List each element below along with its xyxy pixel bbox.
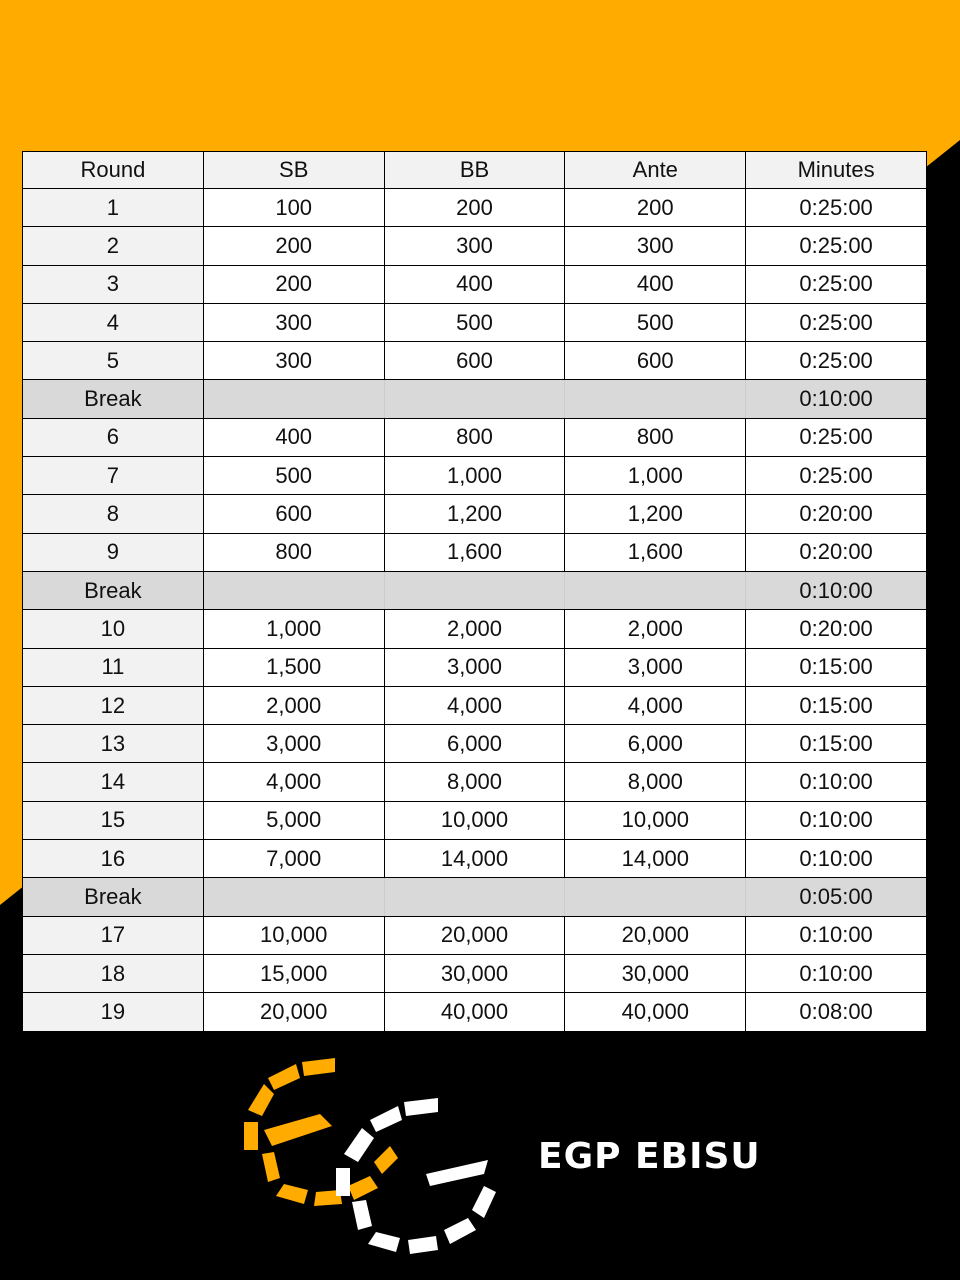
bb-cell: 4,000 xyxy=(384,686,565,724)
minutes-cell: 0:15:00 xyxy=(746,686,927,724)
bb-cell: 20,000 xyxy=(384,916,565,954)
round-cell: 9 xyxy=(23,533,204,571)
empty-cell xyxy=(384,380,565,418)
round-cell: 11 xyxy=(23,648,204,686)
minutes-cell: 0:15:00 xyxy=(746,725,927,763)
bb-cell: 1,600 xyxy=(384,533,565,571)
level-row xyxy=(23,916,927,954)
sb-cell: 800 xyxy=(203,533,384,571)
ante-cell: 1,600 xyxy=(565,533,746,571)
minutes-cell: 0:10:00 xyxy=(746,571,927,609)
minutes-cell: 0:15:00 xyxy=(746,648,927,686)
sb-cell: 200 xyxy=(203,265,384,303)
bb-cell: 600 xyxy=(384,342,565,380)
round-cell: 19 xyxy=(23,993,204,1031)
sb-cell: 300 xyxy=(203,342,384,380)
minutes-cell: 0:25:00 xyxy=(746,418,927,456)
minutes-cell: 0:10:00 xyxy=(746,840,927,878)
table-body xyxy=(23,189,927,1032)
table-header-row xyxy=(23,152,927,189)
round-cell: 6 xyxy=(23,418,204,456)
sb-cell: 2,000 xyxy=(203,686,384,724)
empty-cell xyxy=(203,380,384,418)
level-row xyxy=(23,533,927,571)
ante-cell: 2,000 xyxy=(565,610,746,648)
round-cell: 14 xyxy=(23,763,204,801)
ante-cell: 400 xyxy=(565,265,746,303)
sb-cell: 600 xyxy=(203,495,384,533)
sb-cell: 400 xyxy=(203,418,384,456)
sb-cell: 7,000 xyxy=(203,840,384,878)
bb-cell: 400 xyxy=(384,265,565,303)
bb-cell: 8,000 xyxy=(384,763,565,801)
ante-cell: 40,000 xyxy=(565,993,746,1031)
ante-cell: 1,200 xyxy=(565,495,746,533)
level-row xyxy=(23,725,927,763)
ante-cell: 500 xyxy=(565,303,746,341)
minutes-cell: 0:25:00 xyxy=(746,457,927,495)
level-row xyxy=(23,954,927,992)
round-cell: 17 xyxy=(23,916,204,954)
minutes-cell: 0:10:00 xyxy=(746,801,927,839)
minutes-cell: 0:05:00 xyxy=(746,878,927,916)
header-bb: BB xyxy=(384,152,565,189)
header-ante: Ante xyxy=(565,152,746,189)
round-cell: 16 xyxy=(23,840,204,878)
level-row xyxy=(23,763,927,801)
sb-cell: 15,000 xyxy=(203,954,384,992)
break-row xyxy=(23,878,927,916)
logo-white-g xyxy=(336,1098,496,1254)
bb-cell: 30,000 xyxy=(384,954,565,992)
level-row xyxy=(23,648,927,686)
bb-cell: 14,000 xyxy=(384,840,565,878)
minutes-cell: 0:25:00 xyxy=(746,342,927,380)
bb-cell: 3,000 xyxy=(384,648,565,686)
level-row xyxy=(23,495,927,533)
sb-cell: 300 xyxy=(203,303,384,341)
minutes-cell: 0:25:00 xyxy=(746,303,927,341)
round-cell: 3 xyxy=(23,265,204,303)
sb-cell: 5,000 xyxy=(203,801,384,839)
minutes-cell: 0:20:00 xyxy=(746,533,927,571)
ante-cell: 20,000 xyxy=(565,916,746,954)
blind-structure-table xyxy=(22,151,927,1032)
level-row xyxy=(23,303,927,341)
sb-cell: 10,000 xyxy=(203,916,384,954)
header-sb: SB xyxy=(203,152,384,189)
empty-cell xyxy=(565,571,746,609)
break-label-cell: Break xyxy=(23,380,204,418)
minutes-cell: 0:25:00 xyxy=(746,189,927,227)
round-cell: 8 xyxy=(23,495,204,533)
bb-cell: 40,000 xyxy=(384,993,565,1031)
bb-cell: 10,000 xyxy=(384,801,565,839)
bb-cell: 6,000 xyxy=(384,725,565,763)
ante-cell: 200 xyxy=(565,189,746,227)
sb-cell: 3,000 xyxy=(203,725,384,763)
ante-cell: 30,000 xyxy=(565,954,746,992)
empty-cell xyxy=(203,571,384,609)
ante-cell: 800 xyxy=(565,418,746,456)
break-row xyxy=(23,571,927,609)
level-row xyxy=(23,610,927,648)
blind-structure-table-container xyxy=(22,151,927,1032)
minutes-cell: 0:20:00 xyxy=(746,495,927,533)
level-row xyxy=(23,227,927,265)
level-row xyxy=(23,801,927,839)
header-minutes: Minutes xyxy=(746,152,927,189)
ante-cell: 6,000 xyxy=(565,725,746,763)
header-round: Round xyxy=(23,152,204,189)
round-cell: 15 xyxy=(23,801,204,839)
minutes-cell: 0:10:00 xyxy=(746,380,927,418)
break-label-cell: Break xyxy=(23,571,204,609)
sb-cell: 200 xyxy=(203,227,384,265)
sb-cell: 100 xyxy=(203,189,384,227)
round-cell: 5 xyxy=(23,342,204,380)
round-cell: 4 xyxy=(23,303,204,341)
ante-cell: 600 xyxy=(565,342,746,380)
sb-cell: 1,000 xyxy=(203,610,384,648)
minutes-cell: 0:08:00 xyxy=(746,993,927,1031)
round-cell: 7 xyxy=(23,457,204,495)
minutes-cell: 0:10:00 xyxy=(746,763,927,801)
ante-cell: 14,000 xyxy=(565,840,746,878)
ante-cell: 4,000 xyxy=(565,686,746,724)
minutes-cell: 0:10:00 xyxy=(746,916,927,954)
ante-cell: 3,000 xyxy=(565,648,746,686)
bb-cell: 2,000 xyxy=(384,610,565,648)
bb-cell: 1,000 xyxy=(384,457,565,495)
level-row xyxy=(23,686,927,724)
bb-cell: 800 xyxy=(384,418,565,456)
round-cell: 12 xyxy=(23,686,204,724)
bb-cell: 500 xyxy=(384,303,565,341)
sb-cell: 500 xyxy=(203,457,384,495)
minutes-cell: 0:20:00 xyxy=(746,610,927,648)
round-cell: 18 xyxy=(23,954,204,992)
round-cell: 1 xyxy=(23,189,204,227)
level-row xyxy=(23,840,927,878)
bb-cell: 200 xyxy=(384,189,565,227)
level-row xyxy=(23,189,927,227)
empty-cell xyxy=(565,878,746,916)
ante-cell: 1,000 xyxy=(565,457,746,495)
minutes-cell: 0:25:00 xyxy=(746,265,927,303)
empty-cell xyxy=(565,380,746,418)
break-label-cell: Break xyxy=(23,878,204,916)
round-cell: 2 xyxy=(23,227,204,265)
sb-cell: 1,500 xyxy=(203,648,384,686)
level-row xyxy=(23,342,927,380)
level-row xyxy=(23,418,927,456)
minutes-cell: 0:10:00 xyxy=(746,954,927,992)
bb-cell: 300 xyxy=(384,227,565,265)
round-cell: 10 xyxy=(23,610,204,648)
round-cell: 13 xyxy=(23,725,204,763)
ante-cell: 300 xyxy=(565,227,746,265)
brand-name: EGP EBISU xyxy=(538,1136,761,1177)
ante-cell: 10,000 xyxy=(565,801,746,839)
empty-cell xyxy=(384,571,565,609)
empty-cell xyxy=(384,878,565,916)
level-row xyxy=(23,265,927,303)
ante-cell: 8,000 xyxy=(565,763,746,801)
eg-logo-icon xyxy=(240,1050,500,1260)
sb-cell: 20,000 xyxy=(203,993,384,1031)
empty-cell xyxy=(203,878,384,916)
bb-cell: 1,200 xyxy=(384,495,565,533)
minutes-cell: 0:25:00 xyxy=(746,227,927,265)
logo-orange-e xyxy=(244,1058,398,1206)
sb-cell: 4,000 xyxy=(203,763,384,801)
level-row xyxy=(23,457,927,495)
level-row xyxy=(23,993,927,1031)
break-row xyxy=(23,380,927,418)
